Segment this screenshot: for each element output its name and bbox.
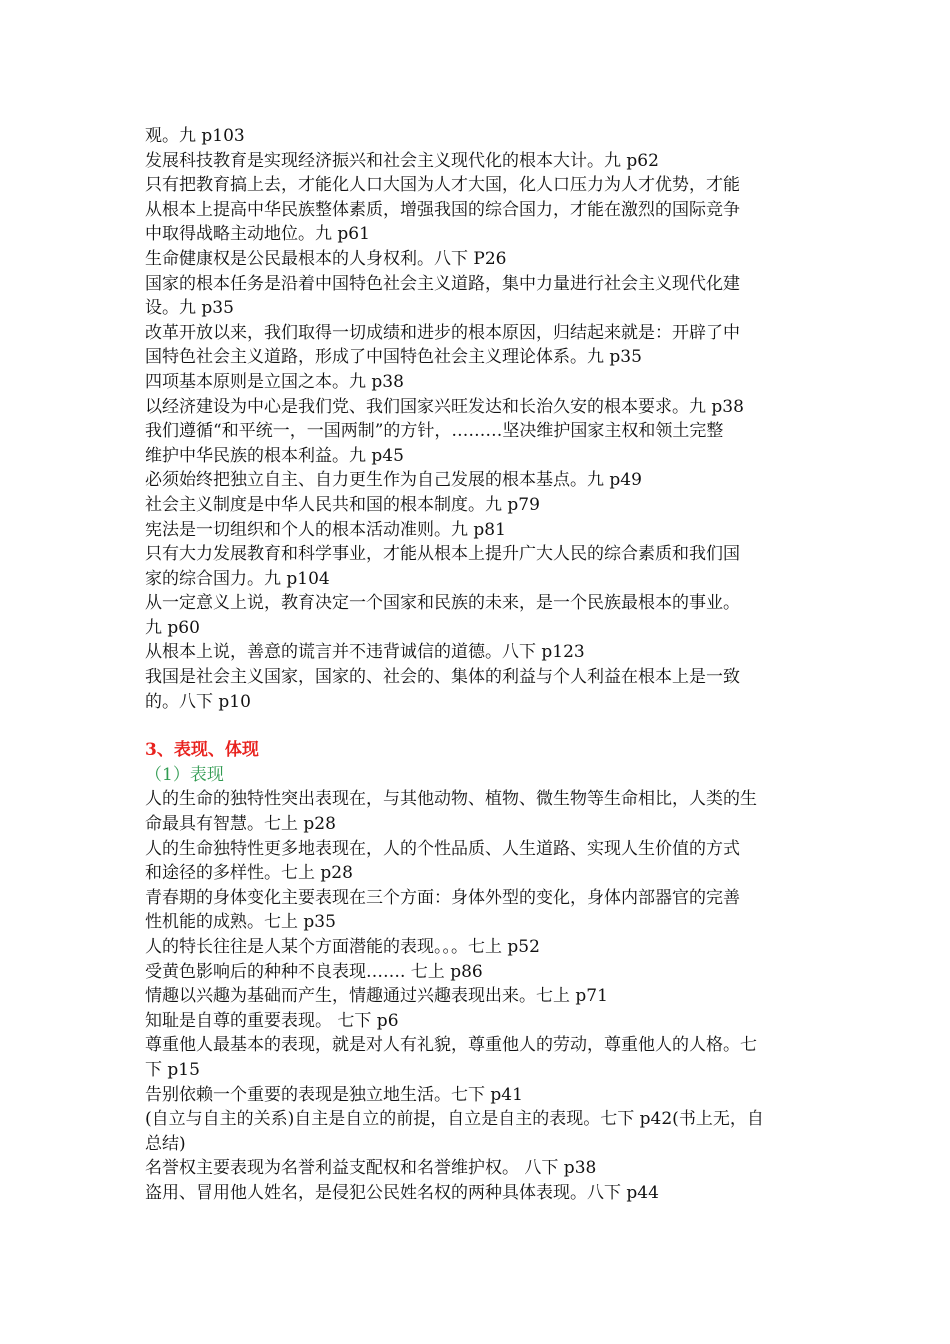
text-line: 我国是社会主义国家，国家的、社会的、集体的利益与个人利益在根本上是一致 (145, 667, 740, 688)
text-line: 社会主义制度是中华人民共和国的根本制度。九 p79 (145, 494, 540, 515)
text-line: 告别依赖一个重要的表现是独立地生活。七下 p41 (145, 1084, 523, 1105)
text-line: 家的综合国力。九 p104 (145, 568, 330, 589)
text-line: 受黄色影响后的种种不良表现……. 七上 p86 (145, 961, 483, 982)
text-line: 只有大力发展教育和科学事业，才能从根本上提升广大人民的综合素质和我们国 (145, 544, 740, 565)
text-line: 人的生命独特性更多地表现在，人的个性品质、人生道路、实现人生价值的方式 (145, 838, 740, 859)
text-line: 我们遵循“和平统一，一国两制”的方针，………坚决维护国家主权和领土完整 (145, 421, 724, 442)
text-line: (自立与自主的关系)自主是自立的前提，自立是自主的表现。七下 p42(书上无，自 (145, 1109, 764, 1130)
text-line: 观。九 p103 (145, 126, 245, 146)
text-line: 设。九 p35 (145, 298, 234, 319)
text-line: 国特色社会主义道路，形成了中国特色社会主义理论体系。九 p35 (145, 347, 642, 368)
text-line: 维护中华民族的根本利益。九 p45 (145, 445, 404, 466)
section-fundamental-list (145, 124, 810, 714)
text-line: 宪法是一切组织和个人的根本活动准则。九 p81 (145, 519, 506, 540)
text-line: 改革开放以来，我们取得一切成绩和进步的根本原因，归结起来就是：开辟了中 (145, 322, 740, 343)
text-line: 命最具有智慧。七上 p28 (145, 814, 336, 835)
text-line: 九 p60 (145, 617, 200, 638)
text-line: 盗用、冒用他人姓名，是侵犯公民姓名权的两种具体表现。八下 p44 (145, 1182, 659, 1203)
text-line: 下 p15 (145, 1059, 200, 1080)
text-line: 名誉权主要表现为名誉利益支配权和名誉维护权。 八下 p38 (145, 1158, 597, 1179)
text-line: 性机能的成熟。七上 p35 (145, 912, 336, 933)
text-line: 只有把教育搞上去，才能化人口大国为人才大国，化人口压力为人才优势，才能 (145, 175, 740, 196)
text-line: 的。八下 p10 (145, 691, 251, 712)
text-line: 人的特长往往是人某个方面潜能的表现。。。七上 p52 (145, 937, 540, 957)
text-line: 以经济建设为中心是我们党、我们国家兴旺发达和长治久安的根本要求。九 p38 (145, 396, 744, 417)
text-line: 国家的根本任务是沿着中国特色社会主义道路，集中力量进行社会主义现代化建 (145, 273, 740, 294)
text-line: 从根本上提高中华民族整体素质，增强我国的综合国力，才能在激烈的国际竞争 (145, 199, 740, 220)
section-subheading: （1）表现 (145, 764, 224, 785)
section-biaoxian (145, 738, 810, 1205)
text-line: 四项基本原则是立国之本。九 p38 (145, 371, 404, 392)
text-line: 从一定意义上说，教育决定一个国家和民族的未来，是一个民族最根本的事业。 (145, 593, 740, 614)
document-page (145, 124, 810, 1206)
text-line: 知耻是自尊的重要表现。 七下 p6 (145, 1010, 399, 1031)
text-line: 从根本上说，善意的谎言并不违背诚信的道德。八下 p123 (145, 642, 585, 663)
text-line: 人的生命的独特性突出表现在，与其他动物、植物、微生物等生命相比，人类的生 (145, 789, 757, 810)
section-spacer (145, 714, 810, 738)
text-line: 总结) (145, 1133, 186, 1154)
text-line: 青春期的身体变化主要表现在三个方面：身体外型的变化，身体内部器官的完善 (145, 887, 740, 908)
text-line: 情趣以兴趣为基础而产生，情趣通过兴趣表现出来。七上 p71 (145, 986, 608, 1007)
section-heading: 3、表现、体现 (145, 740, 259, 761)
text-line: 必须始终把独立自主、自力更生作为自己发展的根本基点。九 p49 (145, 470, 642, 491)
text-line: 中取得战略主动地位。九 p61 (145, 224, 370, 245)
text-line: 尊重他人最基本的表现，就是对人有礼貌，尊重他人的劳动，尊重他人的人格。七 (145, 1035, 757, 1056)
text-line: 生命健康权是公民最根本的人身权利。八下 P26 (145, 248, 507, 269)
text-line: 和途径的多样性。七上 p28 (145, 863, 353, 884)
text-line: 发展科技教育是实现经济振兴和社会主义现代化的根本大计。九 p62 (145, 150, 659, 171)
